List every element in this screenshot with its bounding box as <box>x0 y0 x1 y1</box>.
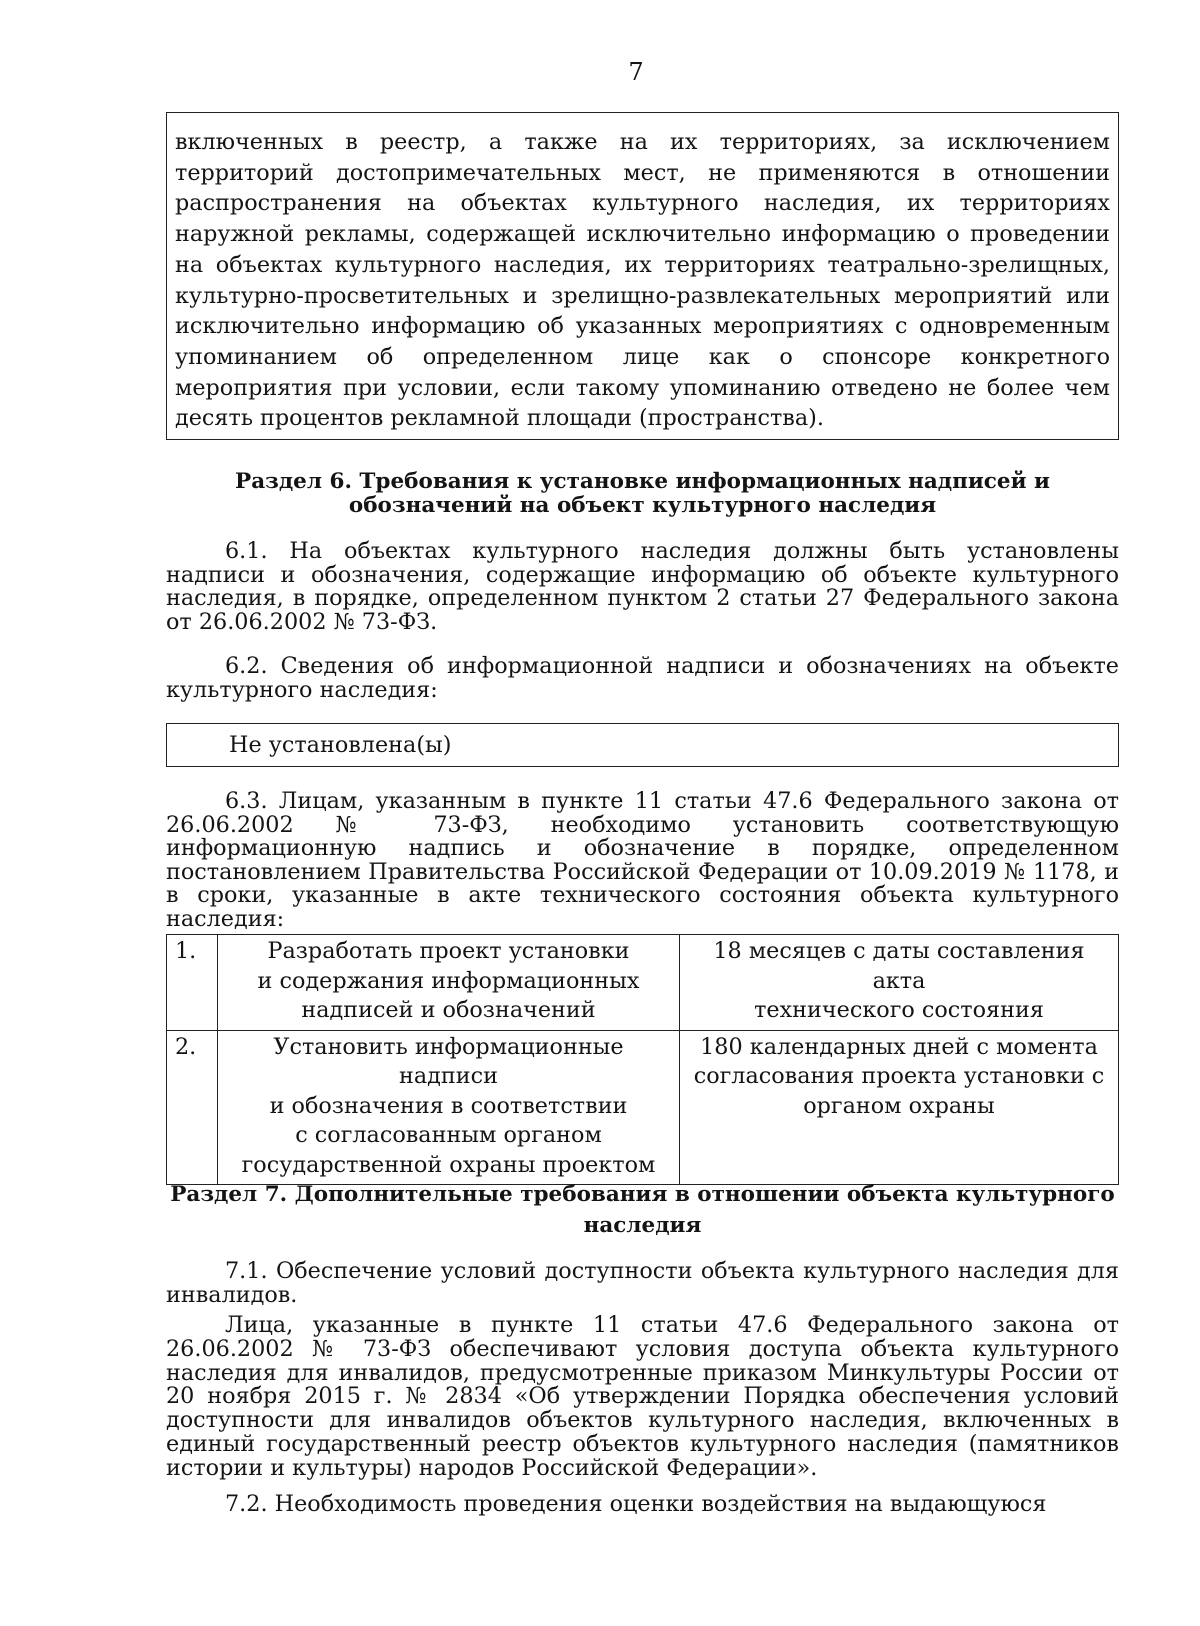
task-line: Установить информационные надписи <box>273 1033 624 1089</box>
advertising-exception-box <box>166 112 1119 440</box>
term-cell <box>680 935 1119 1031</box>
task-line: и содержания информационных <box>257 967 640 994</box>
page-number: 7 <box>628 58 644 86</box>
advertising-exception-text: включенных в реестр, а также на их территориях, за исключением территорий достопримечательных мест, не применяются в отношении распространения на объектах культурного наследия, их территориях наружной рекламы, содержащей исключительно информацию о проведении на объектах культурного наследия, их территориях театрально-зрелищных, культурно-просветительных и зрелищно-развлекательных мероприятий или исключительно информацию об указанных мероприятиях с одновременным упоминанием об определенном лице как о спонсоре конкретного мероприятия при условии, если такому упоминанию отведено не более чем десять процентов рекламной площади (пространства). <box>175 129 1110 432</box>
section-6-heading-line-2: обозначений на объект культурного наследия <box>348 493 937 518</box>
paragraph-6-2: 6.2. Сведения об информационной надписи и обозначениях на объекте культурного наследия: <box>166 653 1119 703</box>
task-line: государственной охраны проектом <box>241 1151 656 1178</box>
task-cell <box>218 935 680 1031</box>
table-row <box>167 1030 1119 1185</box>
paragraph-7-1-accessibility: Лица, указанные в пункте 11 статьи 47.6 Федерального закона от 26.06.2002 № 73-ФЗ обеспечивают условия доступа объекта культурного наследия для инвалидов, предусмотренные приказом Минкультуры России от 20 ноября 2015 г. № 2834 «Об утверждении Порядка обеспечения условий доступности для инвалидов объектов культурного наследия, включенных в единый государственный реестр объектов культурного наследия (памятников истории и культуры) народов Российской Федерации». <box>166 1312 1119 1481</box>
section-7-heading <box>166 1179 1119 1241</box>
section-7-heading-line-1: Раздел 7. Дополнительные требования в отношении объекта культурного <box>170 1182 1115 1207</box>
paragraph-7-1: 7.1. Обеспечение условий доступности объекта культурного наследия для инвалидов. <box>166 1258 1119 1308</box>
task-line: Разработать проект установки <box>267 938 630 964</box>
inscription-status-box <box>166 723 1119 767</box>
term-line: согласования проекта установки с <box>693 1063 1105 1089</box>
task-line: надписей и обозначений <box>301 997 596 1023</box>
paragraph-7-2: 7.2. Необходимость проведения оценки воздействия на выдающуюся <box>225 1491 1047 1517</box>
section-6-heading <box>166 470 1119 518</box>
task-line: с согласованным органом <box>295 1122 602 1148</box>
table-row <box>167 935 1119 1031</box>
paragraph-6-3: 6.3. Лицам, указанным в пункте 11 статьи 47.6 Федерального закона от 26.06.2002 № 73-ФЗ, необходимо установить соответствующую информационную надпись и обозначение в порядке, определенном постановлением Правительства Российской Федерации от 10.09.2019 № 1178, и в сроки, указанные в акте технического состояния объекта культурного наследия: <box>166 788 1119 932</box>
task-line: и обозначения в соответствии <box>269 1092 628 1119</box>
term-line: 18 месяцев с даты составления акта <box>713 938 1085 994</box>
term-line: 180 календарных дней с момента <box>700 1033 1098 1060</box>
row-number: 2. <box>167 1030 218 1185</box>
section-7-heading-line-2: наследия <box>583 1213 702 1238</box>
inscription-status-text: Не установлена(ы) <box>229 732 452 758</box>
paragraph-6-1: 6.1. На объектах культурного наследия должны быть установлены надписи и обозначения, содержащие информацию об объекте культурного наследия, в порядке, определенном пунктом 2 статьи 27 Федерального закона от 26.06.2002 № 73-ФЗ. <box>166 538 1119 635</box>
row-number: 1. <box>167 935 218 1031</box>
requirements-table <box>166 934 1119 1185</box>
term-cell <box>680 1030 1119 1185</box>
term-line: технического состояния <box>754 997 1044 1023</box>
section-6-heading-line-1: Раздел 6. Требования к установке информационных надписей и <box>235 469 1050 494</box>
term-line: органом охраны <box>803 1092 995 1119</box>
task-cell <box>218 1030 680 1185</box>
